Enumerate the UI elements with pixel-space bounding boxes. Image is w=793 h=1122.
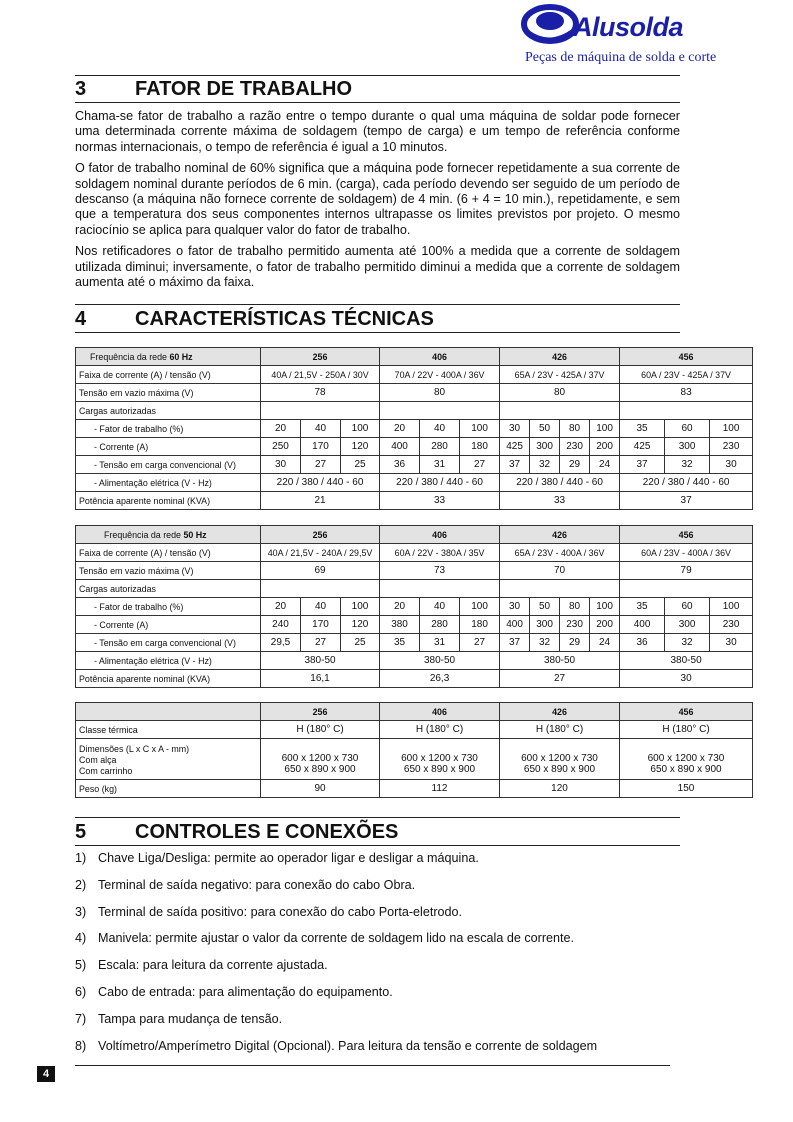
- model-406: 406: [380, 348, 500, 366]
- row-label: - Corrente (A): [76, 616, 261, 634]
- cell: 79: [620, 562, 753, 580]
- cell: 32: [530, 456, 560, 474]
- cell: 230: [560, 438, 590, 456]
- cell: 20: [261, 420, 301, 438]
- cell: 220 / 380 / 440 - 60: [500, 474, 620, 492]
- row-label: - Tensão em carga convencional (V): [76, 634, 261, 652]
- cell: 230: [560, 616, 590, 634]
- divider: [75, 817, 680, 818]
- cell: 100: [710, 420, 753, 438]
- row-label: Cargas autorizadas: [76, 402, 261, 420]
- cell: 180: [460, 616, 500, 634]
- logo-swoosh-icon: [520, 2, 580, 50]
- cell: [261, 580, 380, 598]
- cell: 380: [380, 616, 420, 634]
- table-row: [76, 780, 753, 798]
- item-number: 3): [75, 904, 87, 919]
- cell: 35: [620, 420, 665, 438]
- cell: 30: [500, 420, 530, 438]
- cell: 60A / 22V - 380A / 35V: [380, 544, 500, 562]
- model-456: 456: [620, 526, 753, 544]
- cell: 37: [500, 456, 530, 474]
- row-label: Potência aparente nominal (KVA): [76, 670, 261, 688]
- model-426: 426: [500, 526, 620, 544]
- cell: 30: [710, 634, 753, 652]
- cell: 60A / 23V - 425A / 37V: [620, 366, 753, 384]
- cell: 425: [620, 438, 665, 456]
- row-label: - Alimentação elétrica (V - Hz): [76, 474, 261, 492]
- table-row: [76, 580, 753, 598]
- cell: 70: [500, 562, 620, 580]
- table-row: [76, 544, 753, 562]
- cell: 120: [341, 616, 380, 634]
- cell: 180: [460, 438, 500, 456]
- cell: 100: [341, 598, 380, 616]
- cell: [500, 402, 620, 420]
- cell: 40: [420, 598, 460, 616]
- cell: 100: [710, 598, 753, 616]
- model-426: 426: [500, 703, 620, 721]
- cell: 20: [380, 420, 420, 438]
- table-row: [76, 402, 753, 420]
- list-item: [75, 985, 695, 1012]
- row-label: Potência aparente nominal (KVA): [76, 492, 261, 510]
- cell: 280: [420, 438, 460, 456]
- cell: 31: [420, 634, 460, 652]
- cell: 220 / 380 / 440 - 60: [620, 474, 753, 492]
- list-item: [75, 878, 695, 905]
- cell: 300: [665, 438, 710, 456]
- cell: 400: [620, 616, 665, 634]
- table-header-row: [76, 703, 753, 721]
- logo-tagline: Peças de máquina de solda e corte: [525, 50, 717, 65]
- cell: 60: [665, 598, 710, 616]
- cell: 36: [380, 456, 420, 474]
- cell: 33: [500, 492, 620, 510]
- item-text: Escala: para leitura da corrente ajustada.: [98, 958, 328, 973]
- cell: [620, 580, 753, 598]
- cell: 27: [460, 634, 500, 652]
- item-text: Cabo de entrada: para alimentação do equipamento.: [98, 984, 393, 999]
- spec-table-60hz: [75, 347, 753, 510]
- cell: 27: [500, 670, 620, 688]
- cell: 25: [341, 634, 380, 652]
- list-item: [75, 905, 695, 932]
- row-label: Tensão em vazio máxima (V): [76, 562, 261, 580]
- cell: 50: [530, 420, 560, 438]
- table-row: [76, 598, 753, 616]
- cell: 40: [301, 420, 341, 438]
- divider: [75, 75, 680, 76]
- item-number: 5): [75, 958, 87, 973]
- section-number: 4: [75, 308, 87, 330]
- paragraph: O fator de trabalho nominal de 60% significa que a máquina pode fornecer repetidamente a sua corrente de soldagem nominal durante períodos de 6 min. (carga), cada período devendo ser seguido de um período de descanso (a máquina não fornece corrente de soldagem) de 4 min. (6 + 4 = 10 min.), repetidamente, e sem que a temperatura dos seus componentes internos ultrapasse os limites previstos por projeto. O mesmo raciocínio se aplica para qualquer valor do fator de trabalho.: [75, 161, 680, 237]
- freq-label: Frequência da rede 60 Hz: [76, 348, 261, 366]
- cell: [380, 402, 500, 420]
- item-number: 6): [75, 984, 87, 999]
- row-label: Classe térmica: [76, 721, 261, 739]
- page-number: 4: [37, 1066, 55, 1082]
- cell: 60: [665, 420, 710, 438]
- cell: 150: [620, 780, 753, 798]
- cell: 600 x 1200 x 730 650 x 890 x 900: [261, 739, 380, 780]
- item-number: 1): [75, 851, 87, 865]
- item-text: Voltímetro/Amperímetro Digital (Opcional). Para leitura da tensão e corrente de soldagem: [98, 1038, 598, 1053]
- table-row: [76, 652, 753, 670]
- cell: 80: [560, 420, 590, 438]
- cell: 30: [261, 456, 301, 474]
- item-text: Manivela: permite ajustar o valor da corrente de soldagem lido na escala de corrente.: [98, 931, 575, 946]
- item-number: 2): [75, 877, 87, 892]
- model-456: 456: [620, 703, 753, 721]
- cell: 90: [261, 780, 380, 798]
- cell: 200: [590, 616, 620, 634]
- cell: H (180° C): [620, 721, 753, 739]
- cell: 250: [261, 438, 301, 456]
- cell: 24: [590, 634, 620, 652]
- controls-list: [75, 851, 695, 1065]
- cell: 300: [530, 438, 560, 456]
- cell: 280: [420, 616, 460, 634]
- spec-table-general: [75, 702, 753, 798]
- cell: 30: [710, 456, 753, 474]
- cell: 80: [560, 598, 590, 616]
- cell: 230: [710, 438, 753, 456]
- cell: 24: [590, 456, 620, 474]
- table-header-row: [76, 348, 753, 366]
- model-406: 406: [380, 526, 500, 544]
- cell: 69: [261, 562, 380, 580]
- logo-name: Alusolda: [573, 12, 684, 42]
- table-row: [76, 739, 753, 780]
- brand-logo: [520, 2, 720, 68]
- table-row: [76, 420, 753, 438]
- table-row: [76, 670, 753, 688]
- cell: 50: [530, 598, 560, 616]
- cell: 400: [500, 616, 530, 634]
- cell: 30: [620, 670, 753, 688]
- cell: 37: [620, 492, 753, 510]
- table-row: [76, 384, 753, 402]
- divider: [75, 304, 680, 305]
- table-header-row: [76, 526, 753, 544]
- cell: 26,3: [380, 670, 500, 688]
- cell: 112: [380, 780, 500, 798]
- list-item: [75, 1039, 695, 1066]
- cell: 300: [665, 616, 710, 634]
- row-label: Cargas autorizadas: [76, 580, 261, 598]
- cell: 100: [341, 420, 380, 438]
- cell: 80: [500, 384, 620, 402]
- cell: 120: [500, 780, 620, 798]
- cell: 37: [620, 456, 665, 474]
- table-row: [76, 492, 753, 510]
- cell: 400: [380, 438, 420, 456]
- cell: 600 x 1200 x 730 650 x 890 x 900: [620, 739, 753, 780]
- list-item: [75, 958, 695, 985]
- row-label: Tensão em vazio máxima (V): [76, 384, 261, 402]
- model-406: 406: [380, 703, 500, 721]
- section-header: [75, 821, 680, 846]
- table-row: [76, 562, 753, 580]
- table-row: [76, 721, 753, 739]
- table-row: [76, 616, 753, 634]
- section-title: FATOR DE TRABALHO: [135, 78, 353, 100]
- cell: 200: [590, 438, 620, 456]
- item-text: Terminal de saída negativo: para conexão do cabo Obra.: [98, 877, 416, 892]
- cell: 80: [380, 384, 500, 402]
- cell: 16,1: [261, 670, 380, 688]
- table-row: [76, 474, 753, 492]
- cell: 21: [261, 492, 380, 510]
- cell: 32: [665, 634, 710, 652]
- section-number: 5: [75, 821, 87, 843]
- section-caracteristicas: [75, 308, 680, 333]
- cell: 73: [380, 562, 500, 580]
- cell: 27: [460, 456, 500, 474]
- table-row: [76, 366, 753, 384]
- row-label: - Corrente (A): [76, 438, 261, 456]
- cell: 32: [530, 634, 560, 652]
- cell: [620, 402, 753, 420]
- cell: 36: [620, 634, 665, 652]
- list-item: [75, 851, 695, 878]
- cell: 600 x 1200 x 730 650 x 890 x 900: [500, 739, 620, 780]
- table-row: [76, 456, 753, 474]
- paragraph: Nos retificadores o fator de trabalho permitido aumenta até 100% a medida que a corrente de soldagem utilizada diminui; inversamente, o fator de trabalho permitido diminui a medida que a corrente de soldagem aumenta até o máximo da faixa.: [75, 244, 680, 290]
- dim-label: Dimensões (L x C x A - mm): [79, 743, 190, 754]
- cell: [500, 580, 620, 598]
- spec-table-50hz: [75, 525, 753, 688]
- cell: 27: [301, 456, 341, 474]
- row-label: - Alimentação elétrica (V - Hz): [76, 652, 261, 670]
- cell: 29: [560, 456, 590, 474]
- cell: 425: [500, 438, 530, 456]
- model-256: 256: [261, 526, 380, 544]
- cell: 27: [301, 634, 341, 652]
- cell: 170: [301, 616, 341, 634]
- dim-label-carrinho: Com carrinho: [79, 765, 133, 776]
- cell: 220 / 380 / 440 - 60: [380, 474, 500, 492]
- cell: 380-50: [380, 652, 500, 670]
- dim-label-alca: Com alça: [79, 754, 117, 765]
- cell: 100: [590, 598, 620, 616]
- cell: 70A / 22V - 400A / 36V: [380, 366, 500, 384]
- cell: 35: [380, 634, 420, 652]
- table-row: [76, 634, 753, 652]
- cell: 20: [261, 598, 301, 616]
- cell: [261, 402, 380, 420]
- row-label: - Fator de trabalho (%): [76, 598, 261, 616]
- list-item: [75, 1012, 695, 1039]
- cell: H (180° C): [380, 721, 500, 739]
- freq-label: Frequência da rede 50 Hz: [76, 526, 261, 544]
- divider: [75, 1065, 670, 1066]
- cell: 100: [590, 420, 620, 438]
- section-controles: [75, 821, 680, 846]
- cell: 35: [620, 598, 665, 616]
- cell: H (180° C): [261, 721, 380, 739]
- cell: 30: [500, 598, 530, 616]
- item-number: 7): [75, 1011, 87, 1026]
- cell: 120: [341, 438, 380, 456]
- model-456: 456: [620, 348, 753, 366]
- cell: 220 / 380 / 440 - 60: [261, 474, 380, 492]
- cell: 300: [530, 616, 560, 634]
- item-number: 8): [75, 1038, 87, 1053]
- model-256: 256: [261, 703, 380, 721]
- cell: [76, 703, 261, 721]
- section-title: CONTROLES E CONEXÕES: [135, 821, 399, 843]
- cell: 33: [380, 492, 500, 510]
- cell: 40A / 21,5V - 240A / 29,5V: [261, 544, 380, 562]
- row-label: Faixa de corrente (A) / tensão (V): [76, 544, 261, 562]
- cell: 32: [665, 456, 710, 474]
- cell: 230: [710, 616, 753, 634]
- cell: 29: [560, 634, 590, 652]
- cell: 78: [261, 384, 380, 402]
- section-number: 3: [75, 78, 87, 100]
- cell: 31: [420, 456, 460, 474]
- cell: 40: [301, 598, 341, 616]
- item-text: Terminal de saída positivo: para conexão do cabo Porta-eletrodo.: [98, 904, 463, 919]
- cell: 60A / 23V - 400A / 36V: [620, 544, 753, 562]
- cell: 380-50: [620, 652, 753, 670]
- cell: 40A / 21,5V - 250A / 30V: [261, 366, 380, 384]
- cell: 240: [261, 616, 301, 634]
- item-text: Chave Liga/Desliga: permite ao operador ligar e desligar a máquina.: [98, 851, 479, 865]
- cell: 100: [460, 598, 500, 616]
- cell: 380-50: [261, 652, 380, 670]
- cell: 65A / 23V - 425A / 37V: [500, 366, 620, 384]
- cell: 25: [341, 456, 380, 474]
- cell: 83: [620, 384, 753, 402]
- row-label: - Tensão em carga convencional (V): [76, 456, 261, 474]
- cell: 29,5: [261, 634, 301, 652]
- cell: H (180° C): [500, 721, 620, 739]
- section-title: CARACTERÍSTICAS TÉCNICAS: [135, 308, 434, 330]
- cell: [380, 580, 500, 598]
- cell: 40: [420, 420, 460, 438]
- list-item: [75, 931, 695, 958]
- model-426: 426: [500, 348, 620, 366]
- section-header: [75, 308, 680, 333]
- cell: 380-50: [500, 652, 620, 670]
- cell: 170: [301, 438, 341, 456]
- row-label: Faixa de corrente (A) / tensão (V): [76, 366, 261, 384]
- section-header: [75, 78, 680, 103]
- table-row: [76, 438, 753, 456]
- cell: 100: [460, 420, 500, 438]
- row-label: [76, 739, 261, 780]
- row-label: Peso (kg): [76, 780, 261, 798]
- model-256: 256: [261, 348, 380, 366]
- cell: 65A / 23V - 400A / 36V: [500, 544, 620, 562]
- cell: 600 x 1200 x 730 650 x 890 x 900: [380, 739, 500, 780]
- cell: 37: [500, 634, 530, 652]
- cell: 20: [380, 598, 420, 616]
- row-label: - Fator de trabalho (%): [76, 420, 261, 438]
- item-number: 4): [75, 931, 87, 946]
- section-fator-trabalho: [75, 78, 680, 296]
- paragraph: Chama-se fator de trabalho a razão entre o tempo durante o qual uma máquina de soldar pode fornecer uma determinada corrente máxima de soldagem (tempo de carga) e um tempo de referência conforme normas internacionais, o tempo de referência é igual a 10 minutos.: [75, 109, 680, 154]
- item-text: Tampa para mudança de tensão.: [98, 1011, 283, 1026]
